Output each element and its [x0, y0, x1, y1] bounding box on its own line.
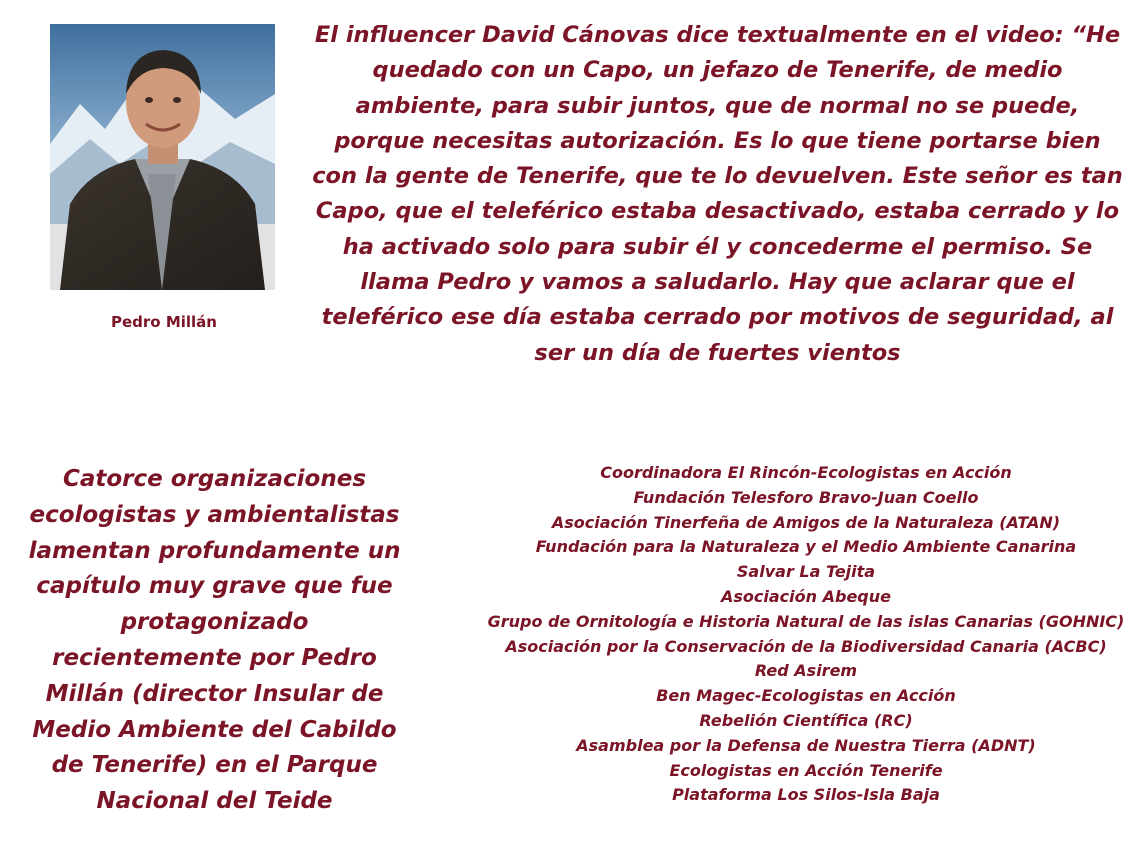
organization-item: Coordinadora El Rincón-Ecologistas en Acción: [600, 463, 1012, 482]
organization-item: Red Asirem: [754, 661, 858, 681]
organization-item: Grupo de Ornitología e Historia Natural de las islas Canarias (GOHNIC): [487, 611, 1125, 631]
organization-item: Asamblea por la Defensa de Nuestra Tierra (ADNT): [576, 735, 1036, 755]
organizations-statement: Catorce organizaciones ecologistas y ambientalistas lamentan profundamente un capítulo muy grave que fue protagonizado recientemente por Pedro Millán (director Insular de Medio Ambiente del Cabildo de Tenerife) en el Parque Nacional del Teide: [28, 466, 401, 815]
organization-item: Salvar La Tejita: [736, 562, 876, 582]
influencer-quote: El influencer David Cánovas dice textualmente en el video: “He quedado con un Capo, un jefazo de Tenerife, de medio ambiente, para subir juntos, que de normal no se puede, porque necesitas autorización. Es lo que tiene portarse bien con la gente de Tenerife, que te lo devuelven. Este señor es tan Capo, que el teleférico estaba desactivado, estaba cerrado y lo ha activado solo para subir él y concederme el permiso. Se llama Pedro y vamos a saludarlo. Hay que aclarar que el teleférico ese día estaba cerrado por motivos de seguridad, al ser un día de fuertes vientos: [312, 22, 1123, 366]
organization-list: [485, 461, 1127, 808]
organization-item: Plataforma Los Silos-Isla Baja: [672, 785, 940, 805]
photo-caption: Pedro Millán: [111, 313, 217, 331]
organization-item: Ecologistas en Acción Tenerife: [669, 760, 943, 780]
organization-item: Fundación Telesforo Bravo-Juan Coello: [633, 487, 979, 507]
organization-item: Asociación por la Conservación de la Biodiversidad Canaria (ACBC): [505, 636, 1107, 656]
profile-photo: [50, 24, 275, 290]
organization-item: Asociación Tinerfeña de Amigos de la Naturaleza (ATAN): [551, 512, 1061, 532]
organization-item: Ben Magec-Ecologistas en Acción: [656, 686, 956, 706]
organization-item: Rebelión Científica (RC): [699, 710, 913, 730]
portrait-image: [50, 24, 275, 290]
organization-item: Fundación para la Naturaleza y el Medio Ambiente Canarina: [535, 537, 1077, 557]
organization-item: Asociación Abeque: [721, 586, 891, 606]
